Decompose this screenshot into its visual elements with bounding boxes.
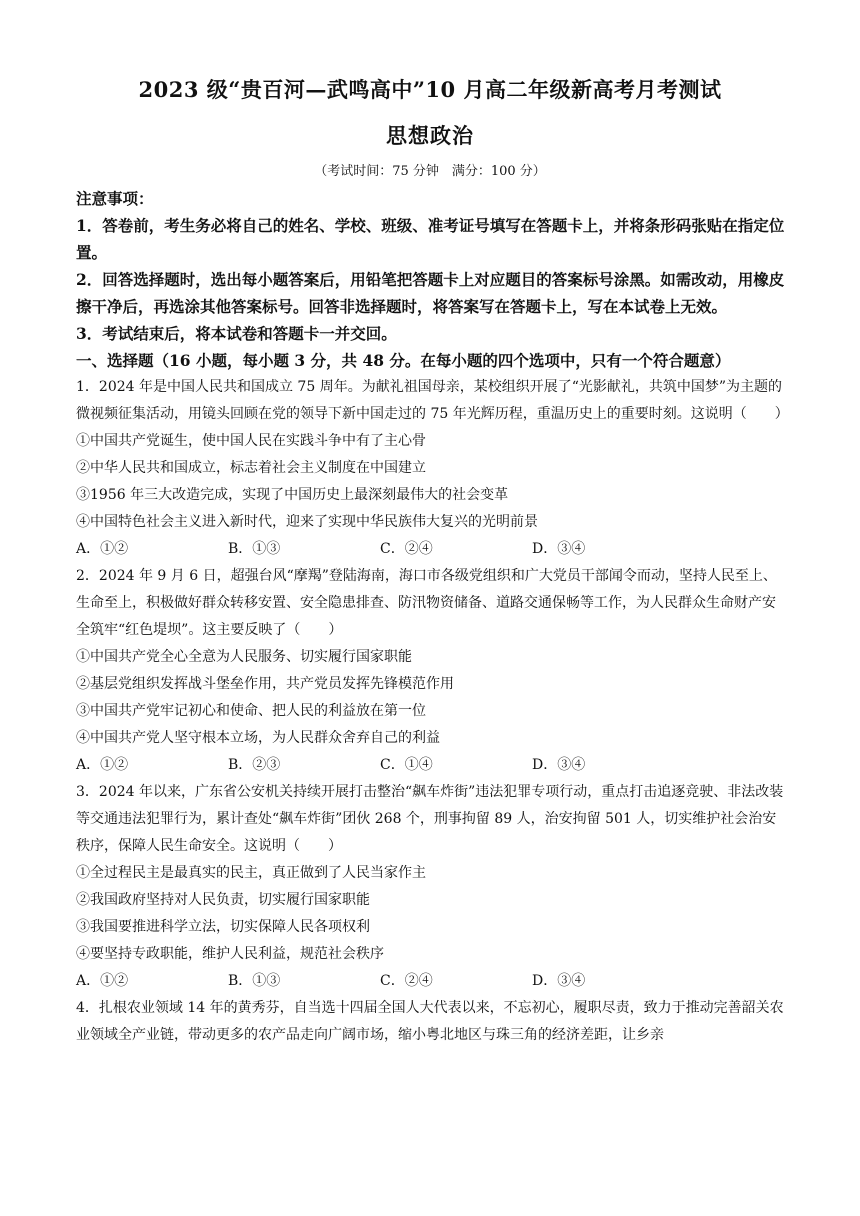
statement-option: ④中国共产党人坚守根本立场，为人民群众舍弃自己的利益 xyxy=(76,730,440,746)
statement-option: ③中国共产党牢记初心和使命、把人民的利益放在第一位 xyxy=(76,703,426,719)
notice-heading: 注意事项： xyxy=(76,189,154,208)
choice-c: C．①④ xyxy=(380,757,433,773)
statement-option: ③我国要推进科学立法，切实保障人民各项权利 xyxy=(76,919,370,935)
question-1 xyxy=(76,374,788,563)
subject-title: 思想政治 xyxy=(386,123,474,148)
question-3 xyxy=(76,779,788,995)
statement-option: ②基层党组织发挥战斗堡垒作用，共产党员发挥先锋模范作用 xyxy=(76,676,454,692)
choice-a: A．①② xyxy=(76,757,129,773)
question-stem: 3．2024 年以来，广东省公安机关持续开展打击整治“飙车炸街”违法犯罪专项行动，重点打击追逐竞驶、非法改装等交通违法犯罪行为，累计查处“飙车炸街”团伙 268 个，刑事拘留 89 人，治安拘留 501 人，切实维护社会治安秩序，保障人民生命安全。这说明（ ） xyxy=(76,784,784,854)
statement-option: ①全过程民主是最真实的民主，真正做到了人民当家作主 xyxy=(76,865,426,881)
choice-d: D．③④ xyxy=(532,757,586,773)
question-stem: 1．2024 年是中国人民共和国成立 75 周年。为献礼祖国母亲，某校组织开展了“光影献礼，共筑中国梦”为主题的微视频征集活动，用镜头回顾在党的领导下新中国走过的 75 年光辉历程，重温历史上的重要时刻。这说明（ ） xyxy=(76,379,789,422)
statement-option: ①中国共产党全心全意为人民服务、切实履行国家职能 xyxy=(76,649,412,665)
notice-item: 1．答卷前，考生务必将自己的姓名、学校、班级、准考证号填写在答题卡上，并将条形码张贴在指定位置。 xyxy=(76,216,785,262)
section-heading: 一、选择题（16 小题，每小题 3 分，共 48 分。在每小题的四个选项中，只有一个符合题意） xyxy=(76,351,731,370)
question-stem: 2．2024 年 9 月 6 日，超强台风“摩羯”登陆海南，海口市各级党组织和广大党员干部闻令而动，坚持人民至上、生命至上，积极做好群众转移安置、安全隐患排查、防汛物资储备、道路交通保畅等工作，为人民群众生命财产安全筑牢“红色堤坝”。这主要反映了（ ） xyxy=(76,568,777,638)
choice-a: A．①② xyxy=(76,973,129,989)
statement-option: ②中华人民共和国成立，标志着社会主义制度在中国建立 xyxy=(76,460,426,476)
choice-a: A．①② xyxy=(76,541,129,557)
exam-body xyxy=(76,185,788,1049)
choice-b: B．②③ xyxy=(228,757,281,773)
question-4 xyxy=(76,995,788,1049)
notice-item: 3．考试结束后，将本试卷和答题卡一并交回。 xyxy=(76,324,397,343)
answer-choices xyxy=(76,536,788,563)
choice-c: C．②④ xyxy=(380,973,433,989)
exam-info: （考试时间：75 分钟 满分：100 分） xyxy=(314,164,546,179)
statement-option: ③1956 年三大改造完成，实现了中国历史上最深刻最伟大的社会变革 xyxy=(76,487,509,503)
question-2 xyxy=(76,563,788,779)
choice-b: B．①③ xyxy=(228,973,281,989)
notice-item: 2．回答选择题时，选出每小题答案后，用铅笔把答题卡上对应题目的答案标号涂黑。如需改动，用橡皮擦干净后，再选涂其他答案标号。回答非选择题时，将答案写在答题卡上，写在本试卷上无效。 xyxy=(76,270,785,316)
choice-c: C．②④ xyxy=(380,541,433,557)
exam-title: 2023 级“贵百河—武鸣高中”10 月高二年级新高考月考测试 xyxy=(138,77,722,102)
statement-option: ④要坚持专政职能，维护人民利益，规范社会秩序 xyxy=(76,946,384,962)
statement-option: ②我国政府坚持对人民负责，切实履行国家职能 xyxy=(76,892,370,908)
choice-d: D．③④ xyxy=(532,973,586,989)
answer-choices xyxy=(76,968,788,995)
statement-option: ④中国特色社会主义进入新时代，迎来了实现中华民族伟大复兴的光明前景 xyxy=(76,514,538,530)
choice-b: B．①③ xyxy=(228,541,281,557)
answer-choices xyxy=(76,752,788,779)
choice-d: D．③④ xyxy=(532,541,586,557)
question-stem: 4．扎根农业领域 14 年的黄秀芬，自当选十四届全国人大代表以来，不忘初心，履职尽责，致力于推动完善韶关农业领域全产业链，带动更多的农产品走向广阔市场，缩小粤北地区与珠三角的经济差距，让乡亲 xyxy=(76,1000,784,1043)
statement-option: ①中国共产党诞生，使中国人民在实践斗争中有了主心骨 xyxy=(76,433,426,449)
